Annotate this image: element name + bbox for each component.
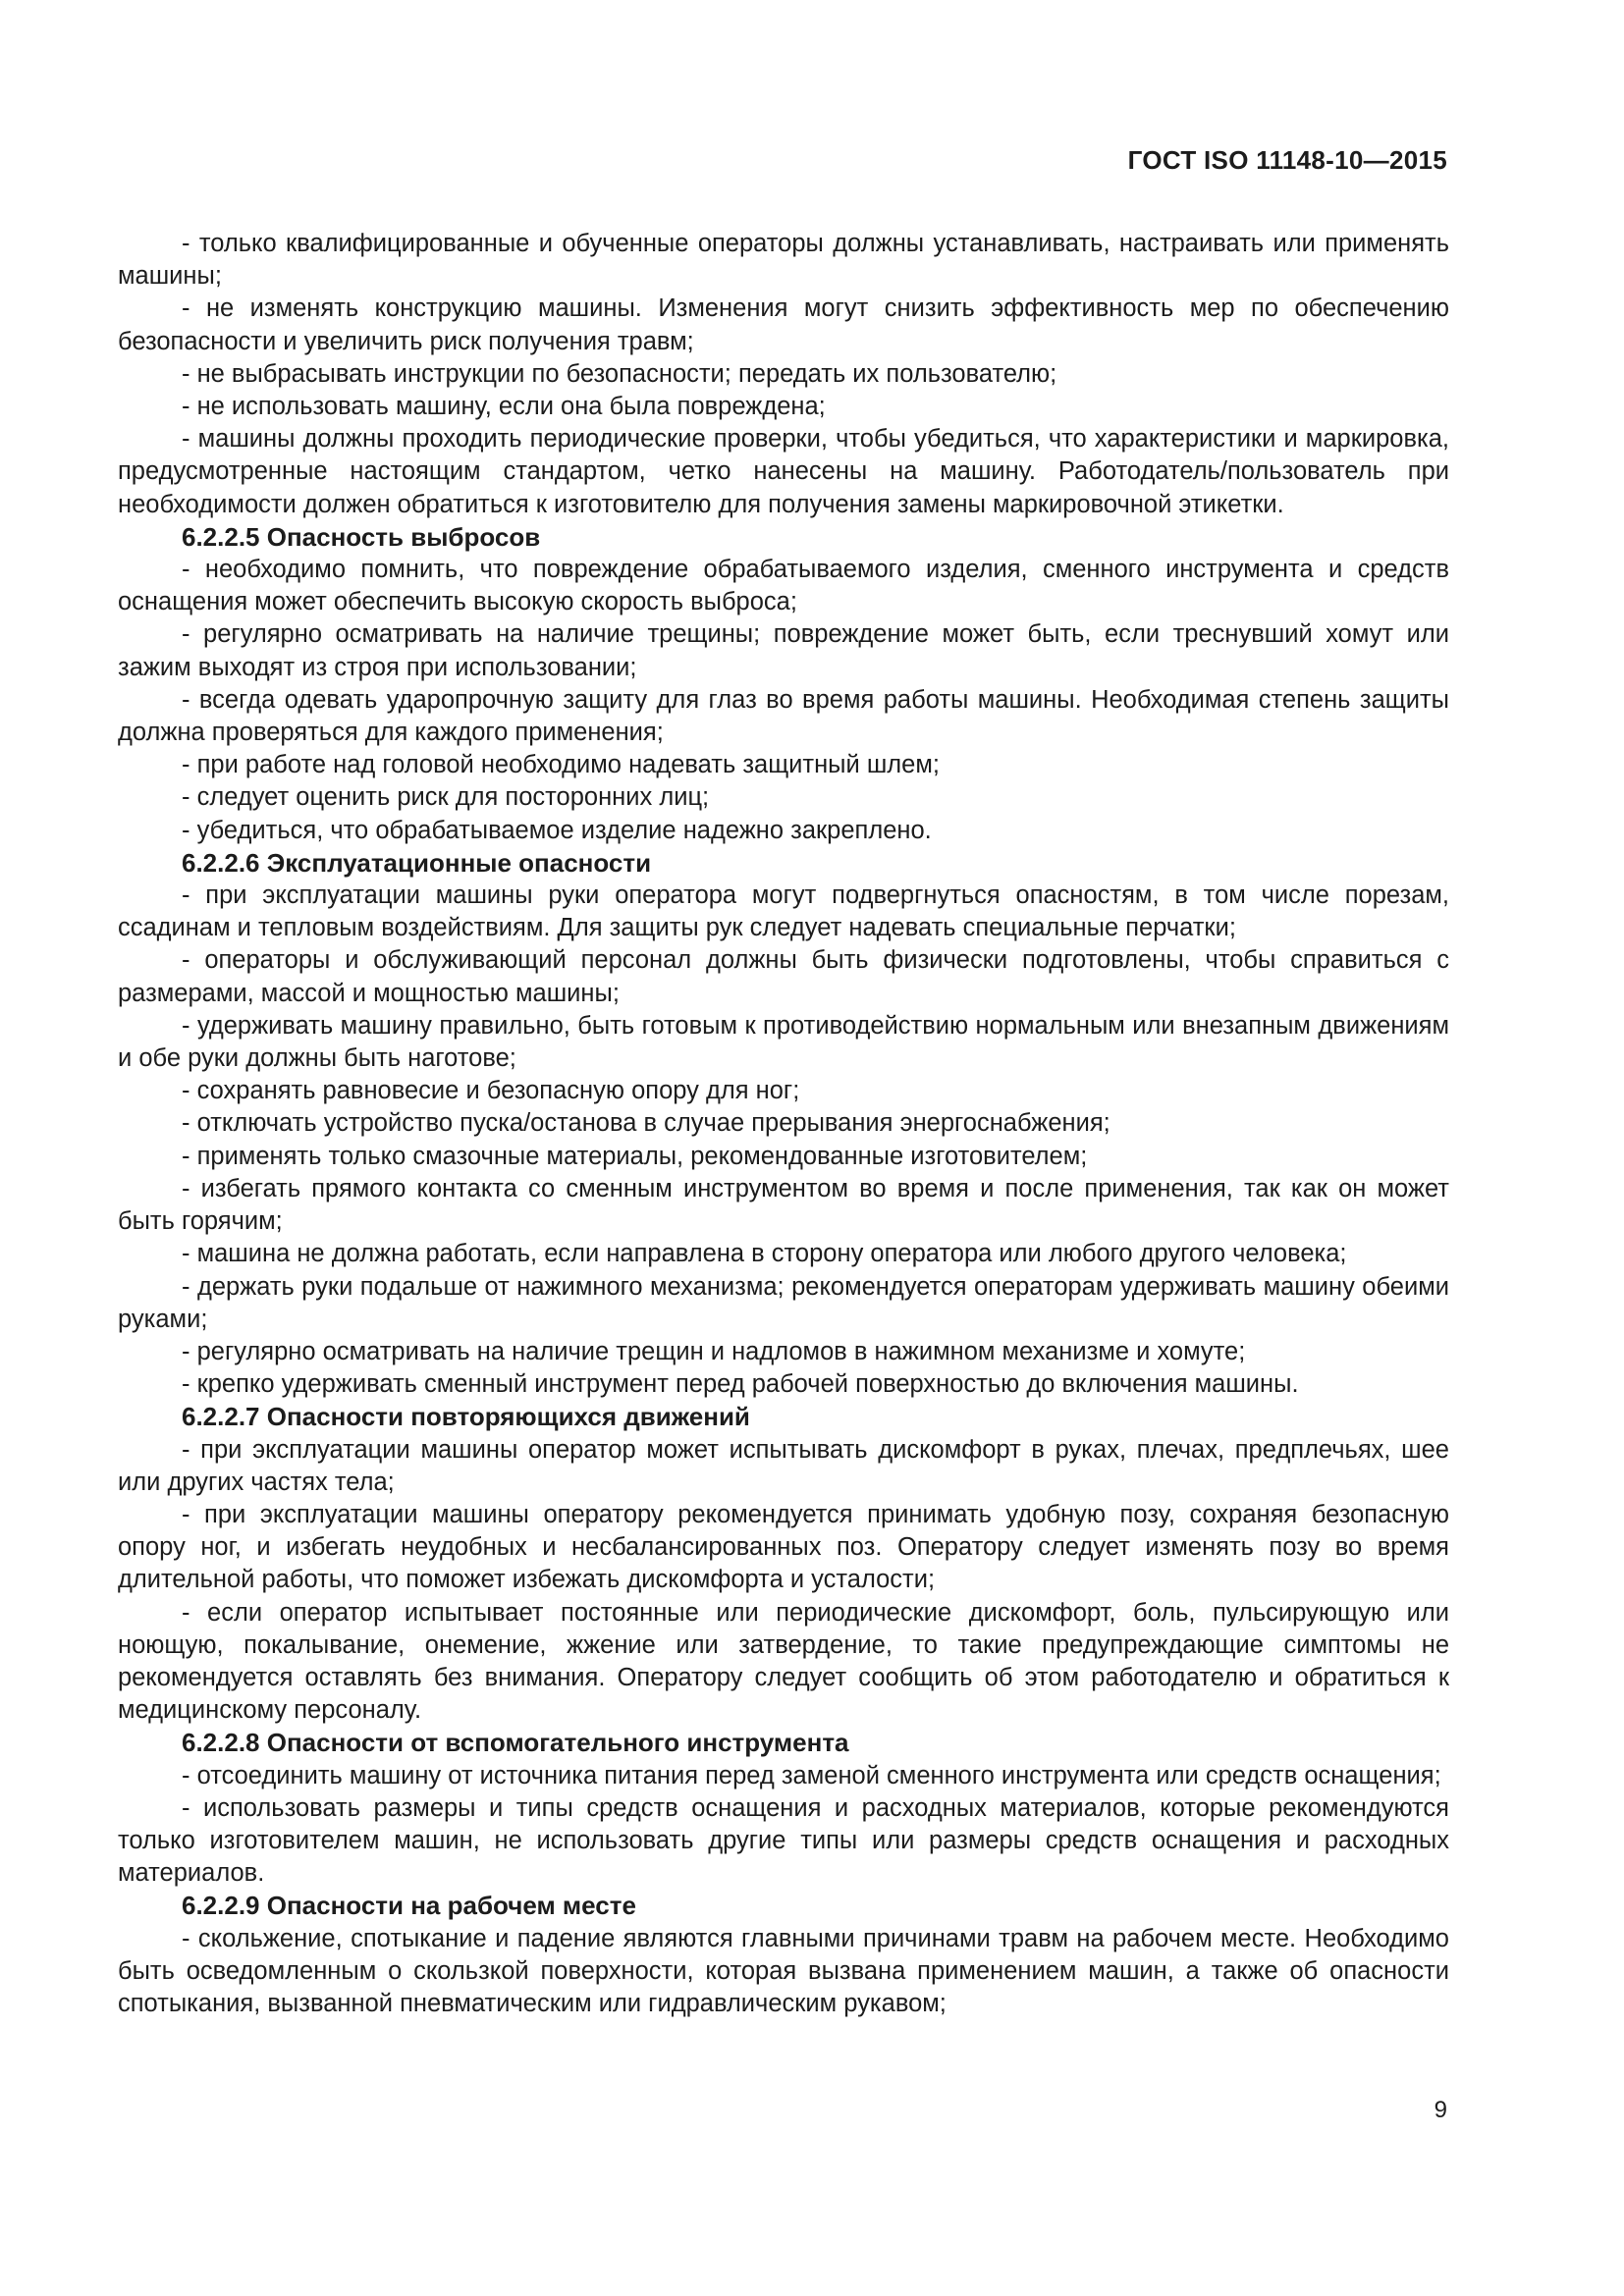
paragraph: - машина не должна работать, если направлена в сторону оператора или любого другого человека; [182, 1240, 1347, 1268]
paragraph: - скольжение, спотыкание и падение являются главными причинами травм на рабочем месте. Необходимо быть осведомленным о скользкой поверхности, которая вызвана применением машин, а также об опасности спотыкания, вызванной пневматическим или гидравлическим рукавом; [118, 1924, 1449, 2017]
paragraph: - регулярно осматривать на наличие трещины; повреждение может быть, если треснувший хомут или зажим выходят из строя при использовании; [118, 620, 1449, 681]
paragraph: - машины должны проходить периодические проверки, чтобы убедиться, что характеристики и маркировка, предусмотренные настоящим стандартом, четко нанесены на машину. Работодатель/пользователь при необходимости должен обратиться к изготовителю для получения замены маркировочной этикетки. [118, 425, 1449, 518]
section-heading: 6.2.2.7 Опасности повторяющихся движений [182, 1402, 750, 1432]
section-heading: 6.2.2.9 Опасности на рабочем месте [182, 1891, 636, 1921]
document-body [118, 228, 1449, 2020]
paragraph: - следует оценить риск для посторонних лиц; [182, 783, 710, 812]
paragraph: - если оператор испытывает постоянные или периодические дискомфорт, боль, пульсирующую или ноющую, покалывание, онемение, жжение или затвердение, то такие предупреждающие симптомы не рекомендуется оставлять без внимания. Оператору следует сообщить об этом работодателю и обратиться к медицинскому персоналу. [118, 1598, 1449, 1725]
paragraph: - при эксплуатации машины руки оператора могут подвергнуться опасностям, в том числе порезам, ссадинам и тепловым воздействиям. Для защиты рук следует надевать специальные перчатки; [118, 881, 1449, 942]
paragraph: - только квалифицированные и обученные операторы должны устанавливать, настраивать или применять машины; [118, 230, 1449, 291]
paragraph: - отсоединить машину от источника питания перед заменой сменного инструмента или средств оснащения; [182, 1761, 1441, 1789]
paragraph: - использовать размеры и типы средств оснащения и расходных материалов, которые рекомендуются только изготовителем машин, не использовать другие типы или размеры средств оснащения и расходных материалов. [118, 1793, 1449, 1888]
paragraph: - не использовать машину, если она была повреждена; [182, 393, 826, 421]
paragraph: - не изменять конструкцию машины. Изменения могут снизить эффективность мер по обеспечению безопасности и увеличить риск получения травм; [118, 294, 1449, 355]
page-number: 9 [1434, 2097, 1447, 2123]
section-heading: 6.2.2.5 Опасность выбросов [182, 521, 541, 552]
paragraph: - отключать устройство пуска/останова в случае прерывания энергоснабжения; [182, 1109, 1110, 1138]
paragraph: - при работе над головой необходимо надевать защитный шлем; [182, 751, 940, 779]
paragraph: - при эксплуатации машины оператору рекомендуется принимать удобную позу, сохраняя безопасную опору ног, и избегать неудобных и несбалансированных поз. Оператору следует изменять позу во время длительной работы, что поможет избежать дискомфорта и усталости; [118, 1500, 1449, 1594]
paragraph: - держать руки подальше от нажимного механизма; рекомендуется операторам удерживать машину обеими руками; [118, 1272, 1449, 1333]
paragraph: - избегать прямого контакта со сменным инструментом во время и после применения, так как он может быть горячим; [118, 1174, 1449, 1236]
paragraph: - крепко удерживать сменный инструмент перед рабочей поверхностью до включения машины. [182, 1370, 1299, 1399]
section-heading: 6.2.2.6 Эксплуатационные опасности [182, 847, 652, 878]
paragraph: - не выбрасывать инструкции по безопасности; передать их пользователю; [182, 359, 1057, 388]
paragraph: - необходимо помнить, что повреждение обрабатываемого изделия, сменного инструмента и средств оснащения может обеспечить высокую скорость выброса; [118, 556, 1449, 616]
paragraph: - при эксплуатации машины оператор может испытывать дискомфорт в руках, плечах, предплечьях, шее или других частях тела; [118, 1435, 1449, 1496]
paragraph: - регулярно осматривать на наличие трещин и надломов в нажимном механизме и хомуте; [182, 1337, 1246, 1365]
paragraph: - убедиться, что обрабатываемое изделие надежно закреплено. [182, 816, 932, 844]
paragraph: - операторы и обслуживающий персонал должны быть физически подготовлены, чтобы справиться с размерами, массой и мощностью машины; [118, 946, 1449, 1007]
paragraph: - сохранять равновесие и безопасную опору для ног; [182, 1077, 800, 1105]
paragraph: - применять только смазочные материалы, рекомендованные изготовителем; [182, 1142, 1088, 1170]
section-heading: 6.2.2.8 Опасности от вспомогательного инструмента [182, 1728, 849, 1758]
paragraph: - удерживать машину правильно, быть готовым к противодействию нормальным или внезапным движениям и обе руки должны быть наготове; [118, 1011, 1449, 1073]
paragraph: - всегда одевать ударопрочную защиту для глаз во время работы машины. Необходимая степень защиты должна проверяться для каждого применения; [118, 685, 1449, 747]
document-header: ГОСТ ISO 11148-10—2015 [1127, 145, 1447, 175]
